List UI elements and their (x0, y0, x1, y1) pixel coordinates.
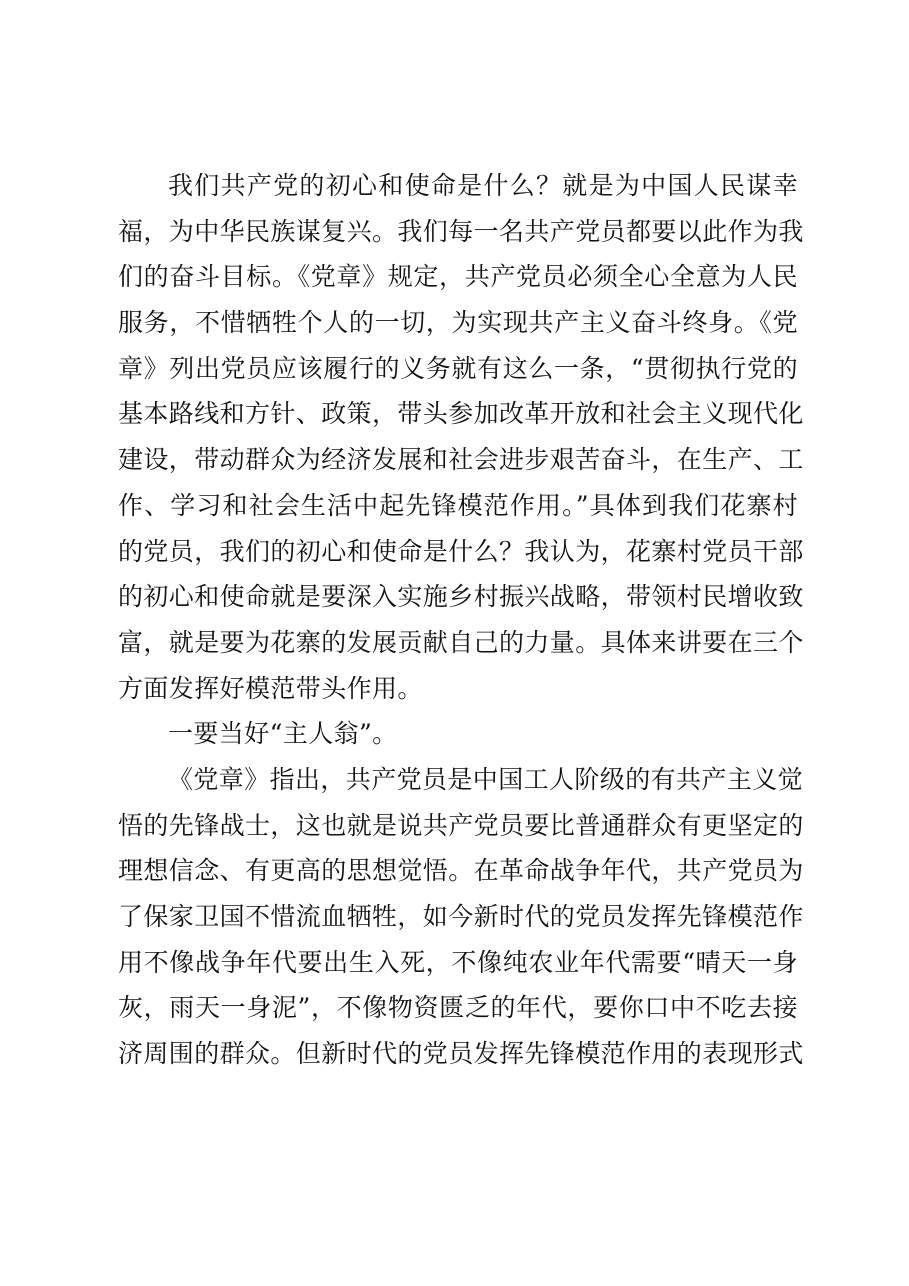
text-line: 济周围的群众。但新时代的党员发挥先锋模范作用的表现形式 (118, 1039, 804, 1069)
text-line: 悟的先锋战士，这也就是说共产党员要比普通群众有更坚定的 (118, 810, 804, 840)
text-line: 《党章》指出，共产党员是中国工人阶级的有共产主义觉 (168, 764, 804, 794)
document-body (118, 163, 804, 1077)
text-line: 富，就是要为花寨的发展贡献自己的力量。具体来讲要在三个 (118, 627, 804, 657)
text-line: 福，为中华民族谋复兴。我们每一名共产党员都要以此作为我 (118, 216, 804, 246)
text-line: 建设，带动群众为经济发展和社会进步艰苦奋斗，在生产、工 (118, 445, 804, 475)
text-line: 了保家卫国不惜流血牺牲，如今新时代的党员发挥先锋模范作 (118, 902, 804, 931)
text-line: 的初心和使命就是要深入实施乡村振兴战略，带领村民增收致 (118, 582, 804, 612)
text-line: 基本路线和方针、政策，带头参加改革开放和社会主义现代化 (118, 399, 804, 429)
text-line: 服务，不惜牺牲个人的一切，为实现共产主义奋斗终身。《党 (118, 308, 798, 338)
text-line: 们的奋斗目标。《党章》规定，共产党员必须全心全意为人民 (118, 262, 798, 292)
text-line: 作、学习和社会生活中起先锋模范作用。”具体到我们花寨村 (118, 490, 798, 520)
paragraph-charter (118, 757, 804, 1077)
text-line: 的党员，我们的初心和使命是什么？我认为，花寨村党员干部 (118, 536, 804, 566)
text-line: 我们共产党的初心和使命是什么？就是为中国人民谋幸 (168, 171, 798, 200)
text-line: 理想信念、有更高的思想觉悟。在革命战争年代，共产党员为 (118, 856, 804, 886)
section-heading-owner (118, 711, 798, 757)
text-line: 灰，雨天一身泥”，不像物资匮乏的年代，要你口中不吃去接 (118, 993, 798, 1023)
text-line: 方面发挥好模范带头作用。 (118, 673, 423, 703)
section-heading: 一要当好“主人翁”。 (168, 719, 398, 749)
paragraph-mission (118, 163, 804, 711)
text-line: 用不像战争年代要出生入死，不像纯农业年代需要“晴天一身 (118, 947, 798, 977)
text-line: 章》列出党员应该履行的义务就有这么一条，“贯彻执行党的 (118, 353, 798, 383)
